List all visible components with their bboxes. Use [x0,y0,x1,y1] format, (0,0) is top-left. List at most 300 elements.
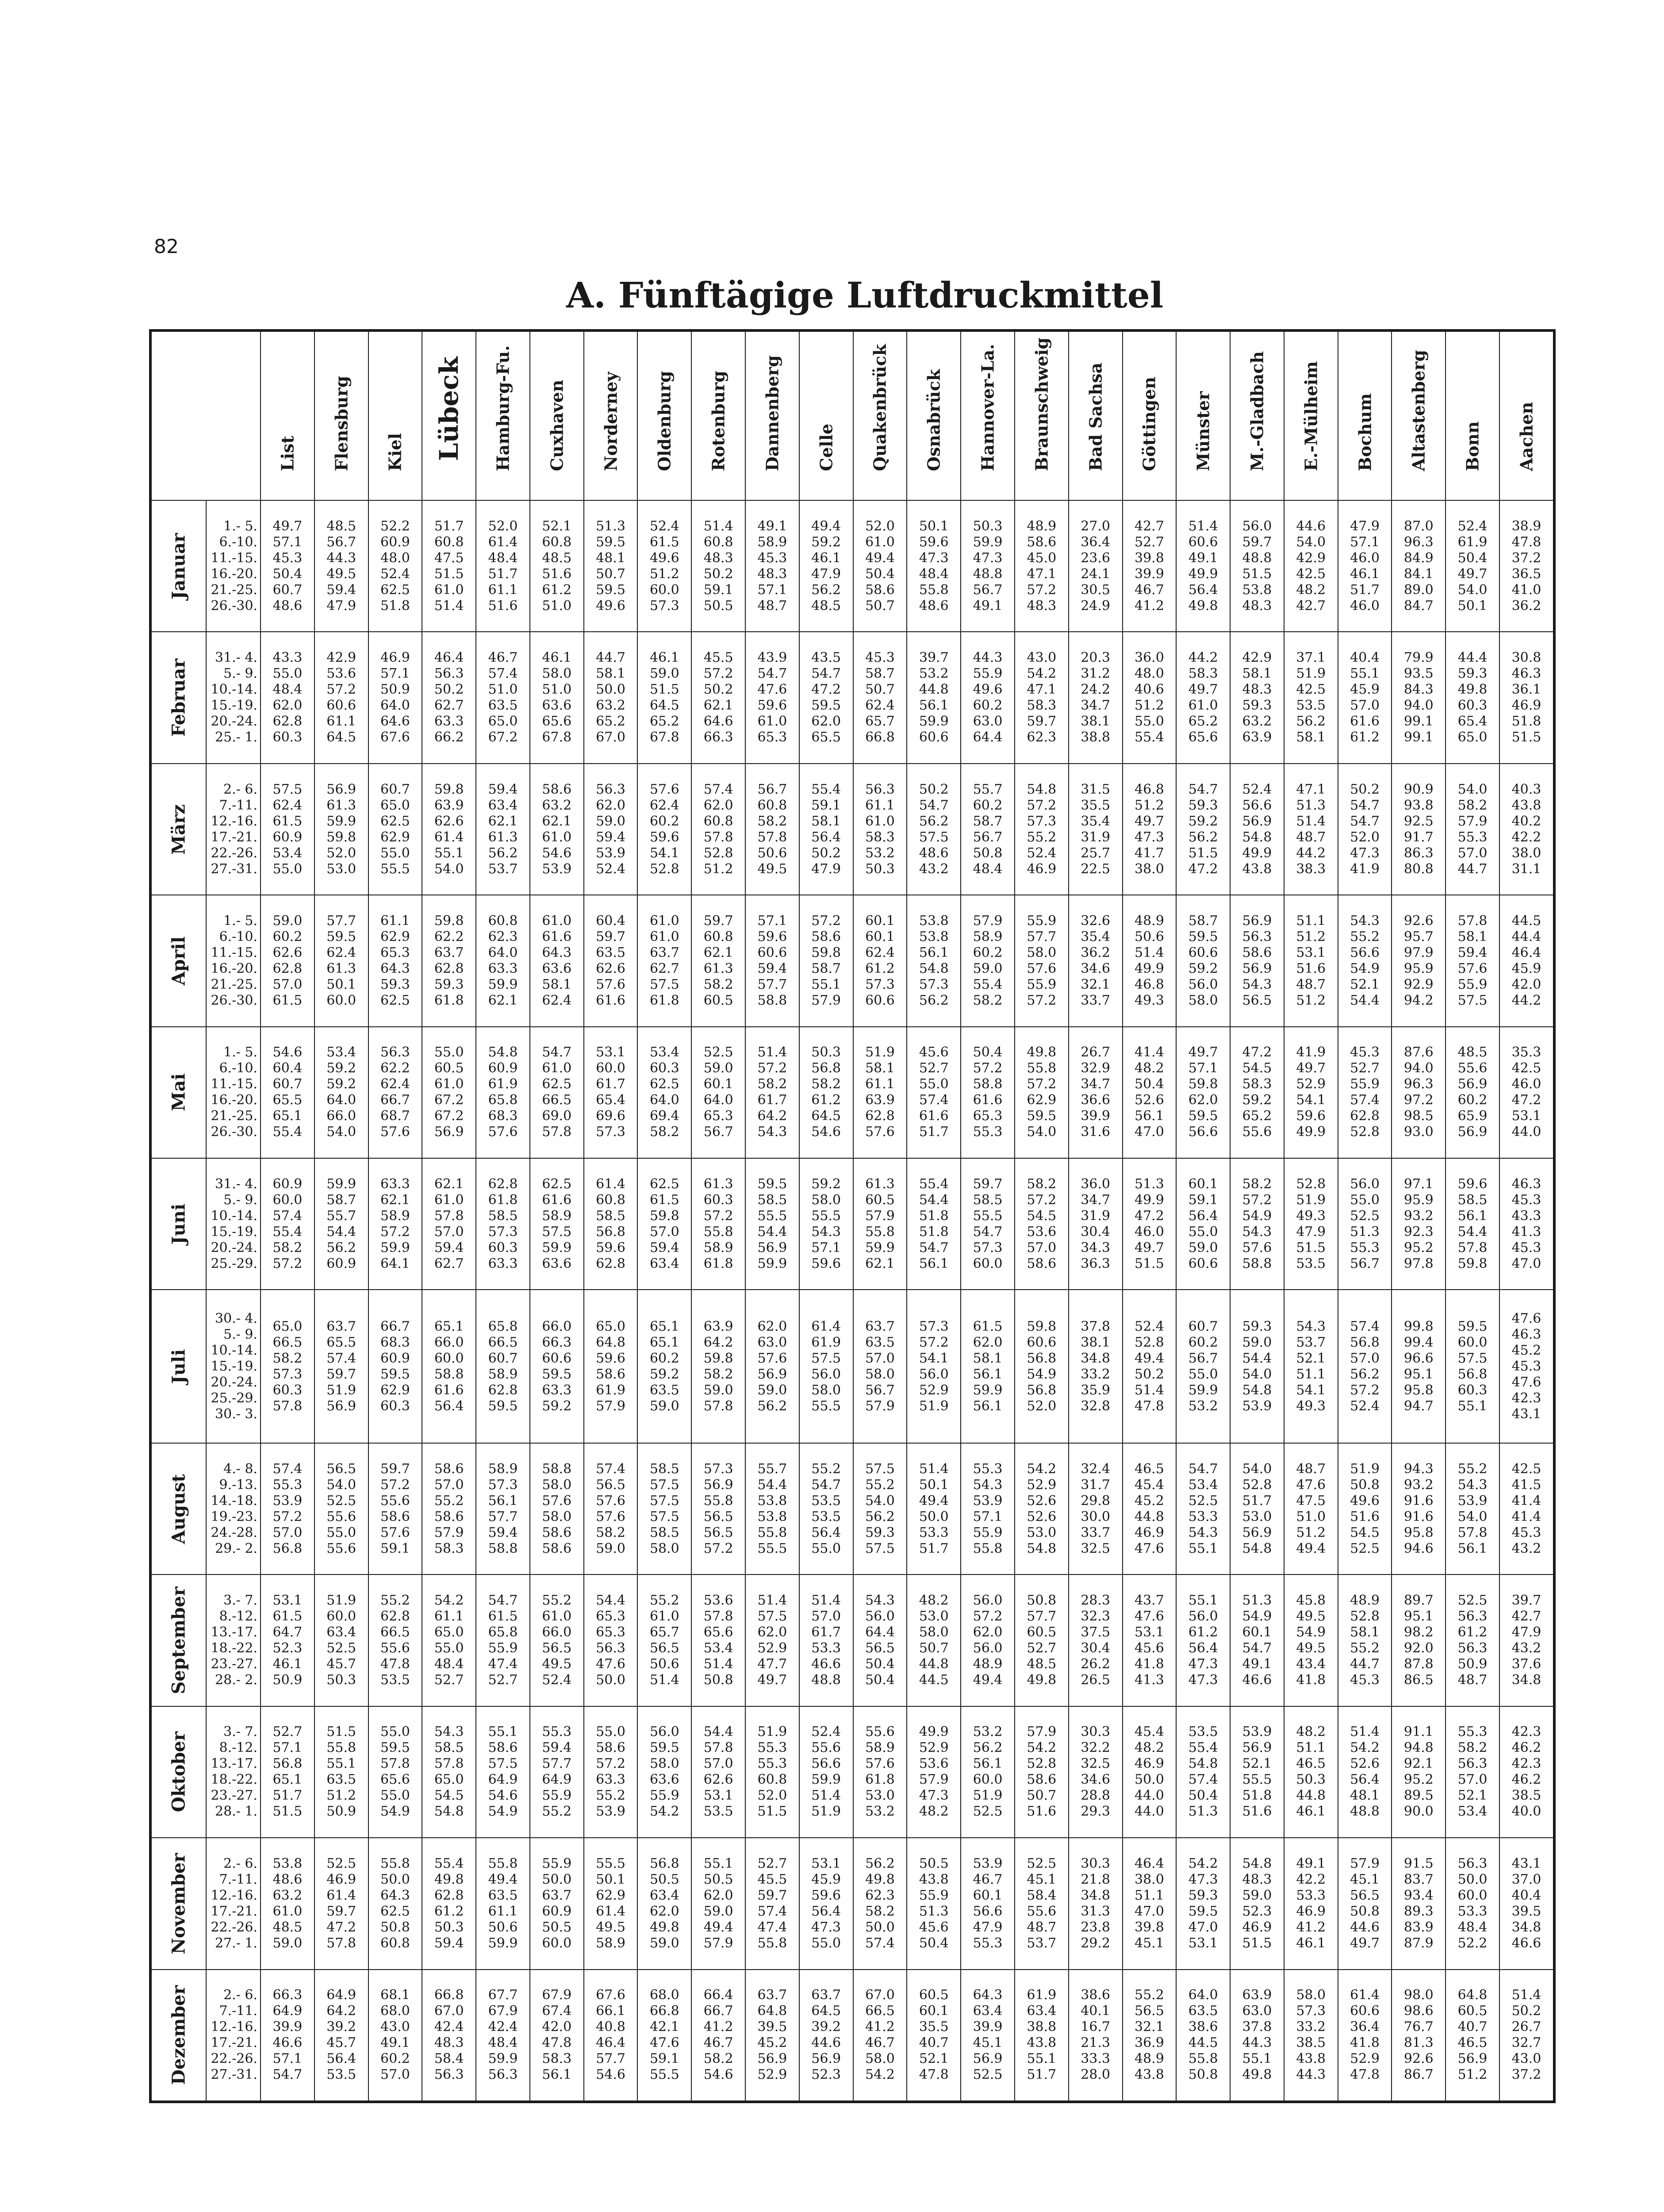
pressure-value: 47.1 [1296,781,1326,797]
pressure-cell [745,1838,799,1969]
pressure-value: 54.3 [811,1224,841,1240]
pressure-value: 64.2 [326,2003,357,2019]
pressure-value: 56.9 [1457,2051,1488,2067]
pressure-value: 56.9 [1242,913,1272,929]
pressure-cell [1392,1838,1445,1969]
pressure-value: 58.8 [973,1076,1003,1092]
pressure-cell [314,1158,368,1290]
pressure-value: 49.9 [1242,845,1272,861]
pressure-value: 46.7 [973,1871,1003,1887]
month-row [151,764,1553,895]
pressure-value: 55.0 [596,1724,625,1740]
month-label-cell [151,1443,206,1575]
pressure-value: 47.0 [1134,1124,1164,1140]
pressure-value: 50.4 [1188,1788,1218,1804]
pressure-value: 43.3 [272,650,303,666]
pressure-value: 55.4 [1188,1740,1218,1756]
pressure-cell [1176,764,1230,895]
pressure-value: 58.5 [488,1208,518,1224]
pressure-value: 62.6 [703,1772,733,1788]
pressure-value: 57.7 [542,1756,572,1772]
pressure-value: 58.2 [272,1240,303,1256]
pressure-value: 59.8 [703,1350,733,1366]
pressure-value: 46.9 [1134,1756,1164,1772]
pressure-value: 39.7 [919,650,949,666]
pressure-cell [1284,1838,1338,1969]
pressure-cell [637,1706,691,1838]
pressure-cell [261,632,314,763]
pressure-value: 50.6 [1134,929,1164,945]
pressure-cell [1176,1158,1230,1290]
pressure-value: 61.5 [649,534,679,550]
pressure-value: 62.0 [811,714,841,730]
pressure-value: 34.8 [1081,1350,1110,1366]
pressure-value: 50.6 [649,1656,679,1672]
pressure-value: 53.4 [326,1045,357,1060]
pressure-value: 57.8 [703,1609,733,1624]
pressure-value: 32.7 [1511,2035,1541,2051]
pressure-value: 50.2 [703,566,733,582]
pressure-cell [530,1838,584,1969]
pressure-value: 54.0 [1242,1461,1272,1477]
pressure-value: 45.6 [919,1045,949,1060]
pressure-value: 86.7 [1403,2067,1434,2083]
pressure-cell [745,1575,799,1706]
pressure-cell [745,632,799,763]
pressure-value: 51.7 [434,518,464,534]
pressure-value: 92.0 [1403,1640,1434,1656]
pressure-value: 52.4 [1134,1318,1164,1334]
pressure-value: 58.3 [865,829,895,845]
pressure-value: 60.8 [757,1772,787,1788]
pressure-value: 49.7 [1296,1060,1326,1076]
pressure-value: 86.3 [1403,845,1434,861]
pressure-value: 56.8 [811,1060,841,1076]
pressure-value: 66.5 [865,2003,895,2019]
pressure-cell [907,1443,961,1575]
pressure-value: 51.9 [326,1593,357,1609]
pressure-cell [1445,1706,1499,1838]
pressure-value: 38.8 [1027,2019,1057,2035]
pressure-value: 66.5 [488,1334,518,1350]
pressure-value: 66.8 [434,1987,464,2003]
pressure-value: 61.6 [973,1092,1003,1108]
pressure-value: 56.9 [1457,1076,1488,1092]
pressure-value: 57.2 [973,1609,1003,1624]
pressure-value: 54.2 [1188,1855,1218,1871]
pressure-value: 95.2 [1403,1240,1434,1256]
day-range-cell [206,1158,261,1290]
pressure-value: 42.3 [1511,1724,1541,1740]
pressure-value: 54.7 [919,1240,949,1256]
pressure-value: 55.4 [919,1176,949,1192]
pressure-value: 60.3 [1457,698,1488,714]
pressure-value: 57.5 [757,1609,787,1624]
pressure-cell [691,632,745,763]
pressure-value: 57.5 [649,1477,679,1493]
pressure-value: 63.9 [865,1092,895,1108]
pressure-cell [261,1443,314,1575]
day-range: 30.- 4. [215,1310,257,1326]
month-row [151,632,1553,763]
day-range: 25.-29. [211,1256,257,1271]
pressure-value: 59.0 [973,960,1003,976]
pressure-value: 63.3 [434,714,464,730]
pressure-value: 52.0 [1027,1398,1057,1414]
pressure-value: 56.1 [1134,1108,1164,1124]
pressure-value: 47.6 [649,2035,679,2051]
pressure-value: 56.5 [865,1640,895,1656]
pressure-value: 44.6 [811,2035,841,2051]
pressure-value: 50.9 [272,1672,303,1688]
pressure-value: 64.5 [811,1108,841,1124]
pressure-value: 58.6 [542,1540,572,1556]
pressure-value: 55.9 [542,1788,572,1804]
pressure-value: 49.1 [1296,1855,1326,1871]
pressure-value: 37.5 [1081,1624,1110,1640]
pressure-value: 51.5 [326,1724,357,1740]
pressure-cell [314,1970,368,2101]
pressure-value: 61.0 [1188,698,1218,714]
pressure-value: 59.9 [488,1935,518,1951]
pressure-value: 54.2 [649,1804,679,1820]
pressure-value: 44.5 [1188,2035,1218,2051]
pressure-value: 26.5 [1081,1672,1110,1688]
pressure-value: 54.0 [326,1477,357,1493]
pressure-value: 57.6 [865,1756,895,1772]
pressure-value: 51.4 [703,518,733,534]
pressure-value: 24.2 [1081,682,1110,698]
pressure-value: 64.0 [326,1092,357,1108]
pressure-value: 67.9 [488,2003,518,2019]
pressure-cell [422,1706,476,1838]
pressure-value: 59.0 [596,1540,625,1556]
pressure-value: 38.1 [1081,1334,1110,1350]
pressure-value: 28.8 [1081,1788,1110,1804]
pressure-value: 55.7 [326,1208,357,1224]
pressure-value: 58.3 [434,1540,464,1556]
pressure-value: 62.4 [542,992,572,1008]
pressure-value: 49.8 [649,1919,679,1935]
pressure-value: 58.0 [649,1540,679,1556]
pressure-value: 62.0 [757,1318,787,1334]
pressure-value: 62.5 [380,1903,410,1919]
pressure-value: 60.1 [1188,1176,1218,1192]
pressure-value: 64.9 [542,1772,572,1788]
pressure-cell [584,500,638,632]
pressure-value: 61.9 [1027,1987,1057,2003]
pressure-cell [1015,1838,1069,1969]
pressure-value: 61.8 [703,1256,733,1271]
pressure-value: 49.1 [380,2035,410,2051]
pressure-value: 49.7 [1350,1935,1380,1951]
pressure-value: 63.9 [1242,730,1272,745]
pressure-value: 65.8 [488,1318,518,1334]
pressure-value: 55.2 [1134,1987,1164,2003]
pressure-cell [961,764,1015,895]
pressure-value: 99.1 [1403,714,1434,730]
pressure-value: 58.4 [434,2051,464,2067]
pressure-value: 51.6 [1242,1804,1272,1820]
pressure-cell [799,1575,853,1706]
pressure-value: 47.6 [1134,1540,1164,1556]
pressure-value: 63.5 [326,1772,357,1788]
pressure-value: 51.3 [1242,1593,1272,1609]
day-range: 15.-19. [211,1358,257,1374]
pressure-value: 59.5 [649,1740,679,1756]
pressure-cell [1176,632,1230,763]
pressure-value: 50.7 [865,598,895,614]
pressure-value: 57.4 [1188,1772,1218,1788]
pressure-value: 58.1 [865,1060,895,1076]
pressure-cell [799,764,853,895]
pressure-value: 64.5 [811,2003,841,2019]
pressure-value: 45.3 [1511,1192,1541,1208]
pressure-value: 52.4 [649,518,679,534]
pressure-cell [1338,1158,1392,1290]
pressure-cell [1123,1443,1177,1575]
pressure-value: 58.9 [596,1935,625,1951]
pressure-value: 61.3 [703,1176,733,1192]
pressure-value: 58.6 [488,1740,518,1756]
pressure-value: 55.8 [757,1935,787,1951]
pressure-value: 59.2 [326,1060,357,1076]
pressure-value: 47.1 [1027,566,1057,582]
pressure-value: 43.1 [1511,1855,1541,1871]
pressure-value: 48.7 [757,598,787,614]
pressure-value: 61.2 [1457,1624,1488,1640]
pressure-value: 39.7 [1511,1593,1541,1609]
pressure-value: 57.8 [272,1398,303,1414]
pressure-value: 49.7 [1188,682,1218,698]
pressure-value: 89.5 [1403,1788,1434,1804]
pressure-value: 49.1 [973,598,1003,614]
pressure-value: 57.6 [1457,960,1488,976]
day-range: 2.- 6. [223,781,257,797]
pressure-value: 55.8 [919,582,949,598]
pressure-value: 57.2 [703,1208,733,1224]
pressure-value: 30.0 [1081,1509,1110,1525]
pressure-value: 58.4 [1027,1887,1057,1903]
pressure-value: 57.6 [380,1525,410,1540]
pressure-value: 43.7 [1134,1593,1164,1609]
pressure-value: 53.8 [272,1855,303,1871]
pressure-value: 41.7 [1134,845,1164,861]
pressure-cell [584,1158,638,1290]
pressure-value: 57.2 [1027,1076,1057,1092]
pressure-value: 93.2 [1403,1477,1434,1493]
pressure-value: 89.3 [1403,1903,1434,1919]
day-range: 22.-26. [211,2051,257,2067]
pressure-value: 49.7 [757,1672,787,1688]
pressure-value: 56.9 [326,781,357,797]
pressure-cell [907,1027,961,1158]
pressure-value: 54.4 [326,1224,357,1240]
pressure-value: 27.0 [1081,518,1110,534]
pressure-value: 50.3 [973,518,1003,534]
pressure-value: 39.2 [811,2019,841,2035]
pressure-value: 47.9 [811,566,841,582]
pressure-value: 55.8 [380,1855,410,1871]
pressure-value: 54.7 [272,2067,303,2083]
pressure-value: 61.3 [703,960,733,976]
pressure-value: 59.4 [596,829,625,845]
pressure-cell [907,1838,961,1969]
pressure-value: 55.5 [649,2067,679,2083]
month-row [151,1970,1553,2101]
pressure-value: 59.1 [380,1540,410,1556]
pressure-cell [961,632,1015,763]
pressure-value: 48.2 [919,1593,949,1609]
pressure-value: 66.8 [865,730,895,745]
pressure-value: 24.1 [1081,566,1110,582]
pressure-value: 48.3 [1242,1871,1272,1887]
pressure-value: 57.8 [326,1935,357,1951]
pressure-value: 43.0 [1027,650,1057,666]
pressure-value: 68.0 [649,1987,679,2003]
month-name: April [168,936,189,986]
pressure-value: 56.0 [1188,976,1218,992]
pressure-value: 56.2 [1188,829,1218,845]
station-header [799,331,853,500]
pressure-value: 60.1 [865,913,895,929]
pressure-value: 53.9 [973,1855,1003,1871]
pressure-value: 62.5 [542,1076,572,1092]
pressure-value: 63.4 [649,1887,679,1903]
pressure-cell [1392,764,1445,895]
pressure-value: 65.2 [596,714,625,730]
pressure-value: 60.8 [542,534,572,550]
pressure-value: 39.9 [1081,1108,1110,1124]
pressure-value: 64.1 [380,1256,410,1271]
pressure-cell [1123,1970,1177,2101]
pressure-value: 57.7 [1027,929,1057,945]
pressure-cell [1015,1970,1069,2101]
pressure-value: 57.4 [757,1903,787,1919]
pressure-cell [530,1027,584,1158]
pressure-value: 53.3 [1296,1887,1326,1903]
pressure-value: 57.4 [1350,1092,1380,1108]
pressure-value: 68.0 [380,2003,410,2019]
pressure-value: 53.9 [1242,1724,1272,1740]
day-range: 26.-30. [211,992,257,1008]
pressure-value: 60.6 [1188,1256,1218,1271]
pressure-value: 51.3 [1134,1176,1164,1192]
pressure-value: 55.3 [757,1740,787,1756]
pressure-value: 48.3 [1242,598,1272,614]
pressure-value: 50.4 [1457,550,1488,566]
pressure-value: 65.3 [703,1108,733,1124]
pressure-value: 61.4 [596,1903,625,1919]
pressure-value: 60.9 [542,1903,572,1919]
pressure-value: 50.7 [919,1640,949,1656]
pressure-value: 55.4 [272,1224,303,1240]
pressure-value: 60.5 [703,992,733,1008]
pressure-value: 50.4 [865,566,895,582]
pressure-value: 45.2 [1134,1493,1164,1509]
pressure-value: 51.8 [1242,1788,1272,1804]
month-name: Februar [168,658,189,737]
pressure-cell [745,1443,799,1575]
pressure-value: 54.6 [703,2067,733,2083]
pressure-value: 56.9 [326,1398,357,1414]
day-range: 7.-11. [219,1871,257,1887]
pressure-value: 59.2 [326,1076,357,1092]
pressure-value: 51.4 [649,1672,679,1688]
pressure-value: 60.0 [649,582,679,598]
pressure-cell [584,632,638,763]
pressure-value: 65.0 [434,1772,464,1788]
pressure-value: 57.5 [919,829,949,845]
pressure-value: 64.3 [380,960,410,976]
pressure-cell [1338,1575,1392,1706]
pressure-value: 59.9 [488,976,518,992]
pressure-value: 55.2 [865,1477,895,1493]
pressure-value: 48.4 [272,682,303,698]
month-row [151,1443,1553,1575]
pressure-value: 66.0 [542,1624,572,1640]
pressure-value: 54.7 [1350,797,1380,813]
pressure-value: 57.3 [919,1318,949,1334]
pressure-value: 55.3 [973,1461,1003,1477]
pressure-value: 52.7 [488,1672,518,1688]
pressure-cell [1445,764,1499,895]
pressure-value: 61.8 [649,992,679,1008]
pressure-cell [261,1158,314,1290]
pressure-value: 93.4 [1403,1887,1434,1903]
pressure-value: 48.2 [1134,1740,1164,1756]
pressure-value: 40.7 [1457,2019,1488,2035]
pressure-value: 59.9 [865,1240,895,1256]
pressure-value: 59.8 [1457,1256,1488,1271]
pressure-value: 60.5 [1027,1624,1057,1640]
pressure-value: 61.7 [811,1624,841,1640]
pressure-value: 57.4 [1350,1318,1380,1334]
pressure-cell [314,1838,368,1969]
pressure-cell [1230,500,1284,632]
pressure-value: 53.9 [973,1493,1003,1509]
pressure-value: 54.7 [757,666,787,682]
pressure-cell [1499,632,1553,763]
pressure-value: 57.4 [326,1350,357,1366]
pressure-value: 45.3 [865,650,895,666]
pressure-value: 55.5 [757,1208,787,1224]
pressure-value: 40.6 [1134,682,1164,698]
day-range: 26.-30. [211,598,257,614]
pressure-value: 61.5 [649,1192,679,1208]
station-name: Bochum [1355,393,1375,471]
pressure-value: 56.1 [919,698,949,714]
pressure-value: 60.1 [973,1887,1003,1903]
pressure-value: 57.1 [757,913,787,929]
pressure-value: 36.6 [1081,1092,1110,1108]
pressure-value: 47.9 [1511,1624,1541,1640]
pressure-value: 50.2 [1134,1366,1164,1382]
station-header [1338,331,1392,500]
pressure-value: 59.0 [703,1903,733,1919]
pressure-value: 25.7 [1081,845,1110,861]
pressure-value: 49.9 [919,1724,949,1740]
pressure-value: 63.0 [973,714,1003,730]
pressure-value: 65.5 [811,730,841,745]
pressure-value: 62.8 [488,1382,518,1398]
pressure-value: 54.4 [1350,992,1380,1008]
station-name: Bad Sachsa [1085,362,1106,471]
pressure-value: 56.7 [757,781,787,797]
pressure-value: 45.4 [1134,1724,1164,1740]
pressure-value: 66.0 [434,1334,464,1350]
pressure-value: 55.9 [973,666,1003,682]
